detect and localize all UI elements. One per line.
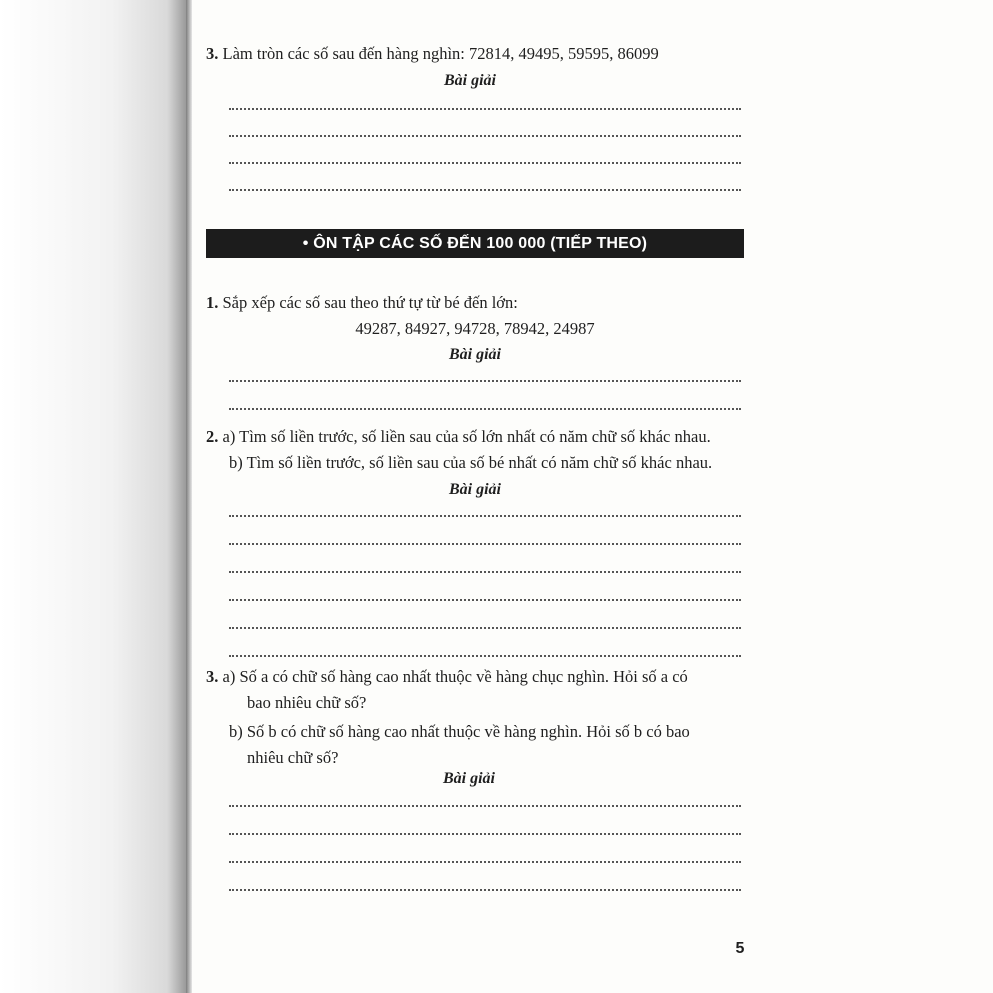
section-banner: [206, 229, 744, 258]
question-3a: [206, 666, 688, 688]
question-text: a) Số a có chữ số hàng cao nhất thuộc về hàng chục nghìn. Hỏi số a có: [222, 667, 688, 686]
question-number: 2.: [206, 427, 219, 446]
answer-line: [229, 543, 741, 545]
number-list: 49287, 84927, 94728, 78942, 24987: [355, 319, 595, 338]
book-gutter: [0, 0, 186, 993]
solution-heading: Bài giải: [442, 770, 495, 787]
answer-line: [229, 627, 741, 629]
answer-line: [229, 805, 741, 807]
answer-line: [229, 408, 741, 410]
question-number: 3.: [206, 44, 219, 63]
answer-line: [229, 861, 741, 863]
answer-line: [229, 135, 741, 137]
question-3b-continued: nhiêu chữ số?: [247, 748, 339, 767]
question-text: Làm tròn các số sau đến hàng nghìn: 72814, 49495, 59595, 86099: [222, 44, 659, 63]
question-text: Sắp xếp các số sau theo thứ tự từ bé đến lớn:: [222, 293, 518, 312]
answer-line: [229, 515, 741, 517]
question-2b: b) Tìm số liền trước, số liền sau của số bé nhất có năm chữ số khác nhau.: [229, 453, 713, 472]
answer-line: [229, 571, 741, 573]
question-text: a) Tìm số liền trước, số liền sau của số lớn nhất có năm chữ số khác nhau.: [222, 427, 711, 446]
answer-line: [229, 189, 741, 191]
answer-line: [229, 655, 741, 657]
solution-heading: Bài giải: [443, 72, 496, 89]
solution-heading: Bài giải: [448, 481, 501, 498]
question-2a: [206, 426, 711, 448]
question-number: 3.: [206, 667, 219, 686]
answer-line: [229, 599, 741, 601]
question-number: 1.: [206, 293, 219, 312]
page: [192, 0, 993, 993]
answer-line: [229, 162, 741, 164]
question-3-round-thousands: [206, 43, 659, 65]
answer-line: [229, 833, 741, 835]
solution-heading: Bài giải: [448, 346, 501, 363]
question-3b: b) Số b có chữ số hàng cao nhất thuộc về hàng nghìn. Hỏi số b có bao: [229, 722, 690, 741]
page-number: 5: [735, 940, 745, 957]
answer-line: [229, 108, 741, 110]
section-banner-title: • ÔN TẬP CÁC SỐ ĐẾN 100 000 (TIẾP THEO): [302, 235, 648, 252]
question-3a-continued: bao nhiêu chữ số?: [247, 693, 367, 712]
answer-line: [229, 889, 741, 891]
answer-line: [229, 380, 741, 382]
question-1-sort-numbers: [206, 292, 518, 314]
